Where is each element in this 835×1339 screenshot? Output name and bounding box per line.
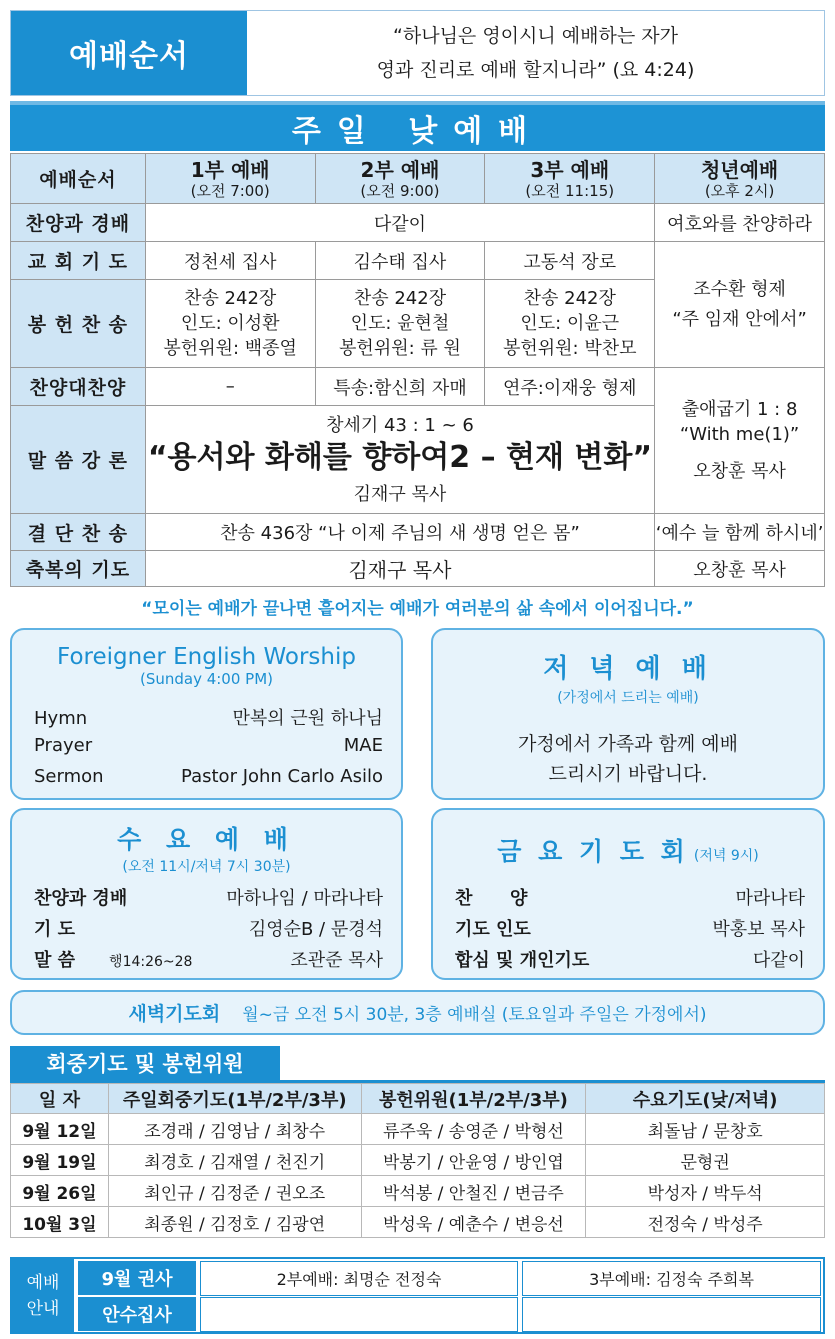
hymn-all: 찬송 436장 “나 이제 주님의 새 생명 얻은 몸”: [145, 514, 654, 551]
english-worship-title: Foreigner English Worship: [57, 644, 356, 670]
table-row: 10월 3일 최종원 / 김정호 / 김광연 박성욱 / 예춘수 / 변응선 전정숙 / 박성주: [11, 1207, 825, 1238]
english-worship-time: (Sunday 4:00 PM): [139, 670, 274, 688]
list-item: 찬양과 경배 마하나임 / 마라나타: [34, 888, 383, 909]
offering-s3: 찬송 242장 인도: 이윤근 봉헌위원: 박찬모: [485, 280, 655, 368]
wednesday-worship-title: 수 요 예 배: [117, 825, 296, 854]
row-label: 말 씀 강 론: [11, 406, 146, 514]
column-header: 주일회중기도(1부/2부/3부): [108, 1084, 361, 1114]
notice-cell: 2부예배: 최명순 전정숙: [200, 1261, 518, 1296]
closing-quote: “모이는 예배가 끝나면 흩어지는 예배가 여러분의 삶 속에서 이어집니다.”: [141, 599, 694, 619]
prayer-table-title: 회중기도 및 봉헌위원: [10, 1046, 280, 1080]
dawn-prayer-title: 새벽기도회: [128, 1003, 221, 1025]
sunday-order-table: [10, 153, 825, 587]
service-2-header: 2부 예배 (오전 9:00): [315, 154, 485, 204]
praise-youth: 여호와를 찬양하라: [655, 204, 825, 242]
verse-line-1: “하나님은 영이시니 예배하는 자가: [393, 25, 678, 47]
table-row: [11, 242, 825, 280]
table-row: 9월 12일 조경래 / 김영남 / 최창수 류주욱 / 송영준 / 박형선 최돌남 / 문창호: [11, 1114, 825, 1145]
prayer-s1: 정천세 집사: [145, 242, 315, 280]
blessing-all: 김재구 목사: [145, 551, 654, 587]
choir-s3: 연주:이재웅 형제: [485, 368, 655, 406]
notice-label: 예배 안내: [12, 1259, 74, 1332]
list-item: 합심 및 개인기도 다같이: [455, 950, 805, 971]
notice-cell: 3부예배: 김정숙 주희복: [522, 1261, 821, 1296]
notice-row-label: 9월 권사: [78, 1261, 196, 1295]
prayer-s3: 고동석 장로: [485, 242, 655, 280]
offering-s2: 찬송 242장 인도: 윤현철 봉헌위원: 류 원: [315, 280, 485, 368]
table-row: 9월 19일 최경호 / 김재열 / 천진기 박봉기 / 안윤영 / 방인엽 문형권: [11, 1145, 825, 1176]
prayer-s2: 김수태 집사: [315, 242, 485, 280]
service-3-header: 3부 예배 (오전 11:15): [485, 154, 655, 204]
prayer-schedule-table: [10, 1083, 825, 1238]
table-row: 9월 26일 최인규 / 김정준 / 권오조 박석봉 / 안철진 / 변금주 박성자 / 박두석: [11, 1176, 825, 1207]
evening-worship-box: [431, 628, 825, 800]
row-label: 결 단 찬 송: [11, 514, 146, 551]
table-row: [11, 204, 825, 242]
praise-all: 다같이: [145, 204, 654, 242]
table-row: [11, 514, 825, 551]
table-row: [11, 551, 825, 587]
row-label: 교 회 기 도: [11, 242, 146, 280]
row-label: 찬양과 경배: [11, 204, 146, 242]
list-item: 찬 양 마라나타: [455, 888, 805, 909]
hymn-youth: ‘예수 늘 함께 하시네’: [655, 514, 825, 551]
friday-prayer-time: (저녁 9시): [693, 848, 759, 864]
sermon-main: 창세기 43 : 1 ~ 6 “용서와 화해를 향하여2 – 현재 변화” 김재구 목사: [145, 406, 654, 514]
sunday-service-title: 주일 낮예배: [10, 101, 825, 151]
friday-prayer-title: 금 요 기 도 회: [497, 837, 689, 866]
list-item: Prayer MAE: [34, 735, 383, 756]
column-header: 봉헌위원(1부/2부/3부): [361, 1084, 586, 1114]
row-label: 축복의 기도: [11, 551, 146, 587]
youth-sermon: 출애굽기 1 : 8 “With me(1)” 오창훈 목사: [655, 368, 825, 514]
english-worship-box: [10, 628, 403, 800]
youth-service-header: 청년예배 (오후 2시): [655, 154, 825, 204]
youth-prayer-offering: 조수환 형제 “주 임재 안에서”: [655, 242, 825, 368]
prayer-table-header: [11, 1084, 825, 1114]
service-1-header: 1부 예배 (오전 7:00): [145, 154, 315, 204]
column-header: 수요기도(낮/저녁): [586, 1084, 825, 1114]
table-header-row: [11, 154, 825, 204]
choir-s2: 특송:함신희 자매: [315, 368, 485, 406]
verse-line-2: 영과 진리로 예배 할지니라” (요 4:24): [376, 59, 695, 81]
column-header: 일 자: [11, 1084, 109, 1114]
list-item: 기 도 김영순B / 문경석: [34, 919, 383, 940]
worship-notice: [10, 1257, 825, 1334]
friday-prayer-heading: [433, 832, 823, 868]
dawn-prayer-bar: [10, 990, 825, 1035]
wednesday-worship-box: [10, 808, 403, 980]
blessing-youth: 오창훈 목사: [655, 551, 825, 587]
list-item: 기도 인도 박홍보 목사: [455, 919, 805, 940]
list-item: 말 씀 행14:26~28 조관준 목사: [34, 950, 383, 971]
friday-prayer-box: [431, 808, 825, 980]
list-item: Sermon Pastor John Carlo Asilo: [34, 766, 383, 787]
row-label: 봉 헌 찬 송: [11, 280, 146, 368]
notice-cell: [200, 1297, 518, 1332]
wednesday-worship-time: (오전 11시/저녁 7시 30분): [122, 859, 291, 875]
top-header: [10, 10, 825, 96]
sermon-title: “용서와 화해를 향하여2 – 현재 변화”: [147, 439, 653, 475]
table-row: [11, 368, 825, 406]
notice-row-label: 안수집사: [78, 1297, 196, 1331]
dawn-prayer-text: 월~금 오전 5시 30분, 3층 예배실 (토요일과 주일은 가정에서): [242, 1005, 707, 1025]
corner-cell: 예배순서: [11, 154, 146, 204]
verse: [247, 11, 824, 95]
offering-s1: 찬송 242장 인도: 이성환 봉헌위원: 백종열: [145, 280, 315, 368]
page-title: 예배순서: [11, 11, 247, 95]
evening-worship-text: 가정에서 가족과 함께 예배 드리시기 바랍니다.: [517, 733, 738, 785]
choir-s1: –: [145, 368, 315, 406]
evening-worship-sub: (가정에서 드리는 예배): [557, 690, 699, 706]
list-item: Hymn 만복의 근원 하나님: [34, 708, 383, 729]
row-label: 찬양대찬양: [11, 368, 146, 406]
evening-worship-title: 저 녁 예 배: [543, 654, 713, 684]
notice-cell: [522, 1297, 821, 1332]
